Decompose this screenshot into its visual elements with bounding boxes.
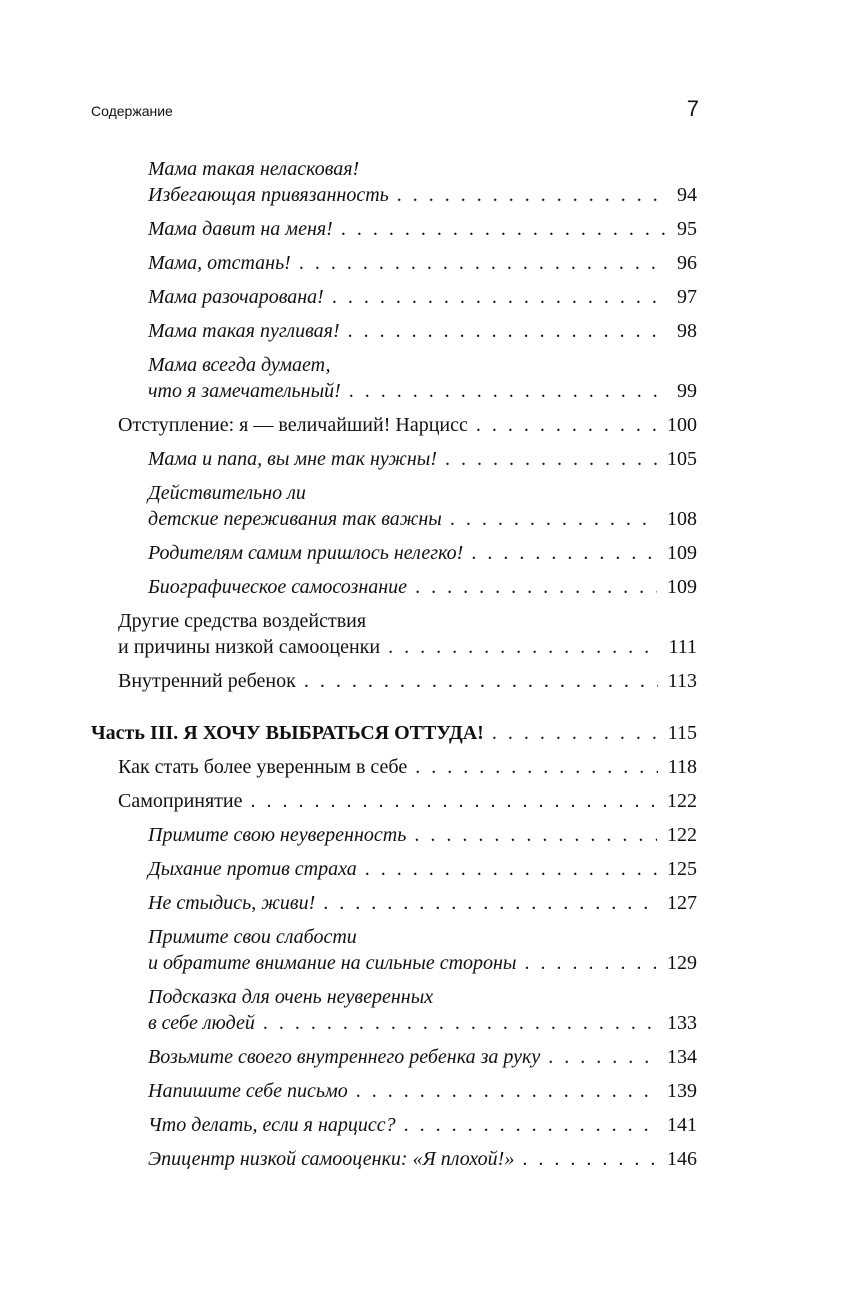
- toc-entry-page: 99: [677, 380, 697, 402]
- leader-dots: [415, 754, 658, 780]
- toc-entry-page: 115: [667, 722, 697, 744]
- toc-entry-title: Внутренний ребенок: [118, 670, 296, 692]
- toc-entry[interactable]: [148, 540, 697, 566]
- toc-entry-page: 129: [667, 952, 697, 974]
- toc-entry-title-line1: Подсказка для очень неуверенных: [148, 986, 434, 1008]
- toc-entry-page: 108: [667, 508, 697, 530]
- leader-dots: [349, 378, 667, 404]
- leader-dots: [414, 822, 657, 848]
- toc-entry[interactable]: [118, 668, 697, 694]
- leader-dots: [445, 446, 657, 472]
- toc-entry[interactable]: [148, 856, 697, 882]
- leader-dots: [397, 182, 667, 208]
- toc-entry-title: Дыхание против страха: [148, 858, 357, 880]
- leader-dots: [323, 890, 657, 916]
- leader-dots: [548, 1044, 657, 1070]
- leader-dots: [365, 856, 657, 882]
- toc-entry-page: 113: [667, 670, 697, 692]
- toc-entry-page: 118: [667, 756, 697, 778]
- toc-entry-title-line1: Действительно ли: [148, 482, 306, 504]
- toc-entry-title: что я замечательный!: [148, 380, 341, 402]
- leader-dots: [304, 668, 658, 694]
- toc-entry-title: Мама такая пугливая!: [148, 320, 340, 342]
- toc-entry-page: 141: [667, 1114, 697, 1136]
- toc-entry-page: 122: [667, 790, 697, 812]
- toc-entry[interactable]: [148, 216, 697, 242]
- leader-dots: [263, 1010, 657, 1036]
- toc-entry[interactable]: [148, 446, 697, 472]
- leader-dots: [476, 412, 657, 438]
- toc-entry[interactable]: [148, 480, 697, 532]
- leader-dots: [450, 506, 657, 532]
- toc-entry[interactable]: [118, 788, 697, 814]
- toc-entry-page: 97: [677, 286, 697, 308]
- toc-entry-title-line1: Мама всегда думает,: [148, 354, 331, 376]
- toc-entry-page: 139: [667, 1080, 697, 1102]
- toc-entry-page: 122: [667, 824, 697, 846]
- toc-entry-title-line1: Другие средства воздействия: [118, 610, 367, 632]
- toc-entry[interactable]: [118, 754, 697, 780]
- toc-entry-page: 109: [667, 576, 697, 598]
- toc-entry[interactable]: [148, 250, 697, 276]
- toc-entry[interactable]: [148, 574, 697, 600]
- leader-dots: [332, 284, 667, 310]
- toc-entry[interactable]: [118, 608, 697, 660]
- toc-entry-title: Мама, отстань!: [148, 252, 291, 274]
- leader-dots: [522, 1146, 657, 1172]
- toc-entry-title: детские переживания так важны: [148, 508, 442, 530]
- toc-entry-page: 95: [677, 218, 697, 240]
- toc-entry-title: Что делать, если я нарцисс?: [148, 1114, 396, 1136]
- toc-entry[interactable]: [118, 412, 697, 438]
- leader-dots: [341, 216, 667, 242]
- toc-entry-title-line1: Мама такая неласковая!: [148, 158, 360, 180]
- toc-part-heading[interactable]: [91, 720, 697, 746]
- toc-entry-page: 96: [677, 252, 697, 274]
- toc-entry-page: 134: [667, 1046, 697, 1068]
- toc-entry-title: в себе людей: [148, 1012, 255, 1034]
- toc-entry-title: Часть III. Я ХОЧУ ВЫБРАТЬСЯ ОТТУДА!: [91, 722, 484, 744]
- toc-entry-page: 127: [667, 892, 697, 914]
- leader-dots: [356, 1078, 657, 1104]
- toc-entry-title: Примите свою неуверенность: [148, 824, 407, 846]
- toc-entry[interactable]: [148, 284, 697, 310]
- toc-entry[interactable]: [148, 352, 697, 404]
- toc-entry-title: Избегающая привязанность: [148, 184, 389, 206]
- toc-entry-page: 105: [667, 448, 697, 470]
- toc-entry[interactable]: [148, 156, 697, 208]
- toc-entry-title: Биографическое самосознание: [148, 576, 408, 598]
- leader-dots: [404, 1112, 657, 1138]
- toc-entry[interactable]: [148, 924, 697, 976]
- toc-entry-title: Родителям самим пришлось нелегко!: [148, 542, 464, 564]
- toc-entry-page: 125: [667, 858, 697, 880]
- toc-entry-page: 109: [667, 542, 697, 564]
- leader-dots: [251, 788, 657, 814]
- toc-entry-title: Мама и папа, вы мне так нужны!: [148, 448, 438, 470]
- leader-dots: [471, 540, 657, 566]
- toc-entry-page: 111: [668, 636, 697, 658]
- leader-dots: [388, 634, 658, 660]
- toc-entry[interactable]: [148, 1146, 697, 1172]
- toc-entry-title: Напишите себе письмо: [148, 1080, 348, 1102]
- toc-entry[interactable]: [148, 890, 697, 916]
- toc-entry-title: Возьмите своего внутреннего ребенка за руку: [148, 1046, 541, 1068]
- toc-entry-title: и обратите внимание на сильные стороны: [148, 952, 517, 974]
- toc-entry-title: Не стыдись, живи!: [148, 892, 316, 914]
- leader-dots: [348, 318, 667, 344]
- toc-entry-page: 133: [667, 1012, 697, 1034]
- toc-entry-title: Мама разочарована!: [148, 286, 324, 308]
- toc-entry-title: Эпицентр низкой самооценки: «Я плохой!»: [148, 1148, 515, 1170]
- leader-dots: [415, 574, 657, 600]
- toc-entry-title: Самопринятие: [118, 790, 243, 812]
- toc-entry[interactable]: [148, 984, 697, 1036]
- toc-entry-title: Как стать более уверенным в себе: [118, 756, 408, 778]
- toc-entry[interactable]: [148, 1112, 697, 1138]
- toc-entry-page: 100: [667, 414, 697, 436]
- toc-entry-page: 146: [667, 1148, 697, 1170]
- toc-entry-title: Отступление: я — величайший! Нарцисс: [118, 414, 468, 436]
- toc-entry-page: 94: [677, 184, 697, 206]
- toc-entry[interactable]: [148, 1078, 697, 1104]
- toc-entry[interactable]: [148, 318, 697, 344]
- toc-entry[interactable]: [148, 1044, 697, 1070]
- leader-dots: [524, 950, 657, 976]
- leader-dots: [299, 250, 667, 276]
- page-number: 7: [686, 96, 699, 121]
- toc-entry-page: 98: [677, 320, 697, 342]
- running-title: Содержание: [91, 103, 173, 119]
- toc-entry-title: Мама давит на меня!: [148, 218, 333, 240]
- toc-entry-title-line1: Примите свои слабости: [148, 926, 357, 948]
- leader-dots: [492, 720, 658, 746]
- toc-entry[interactable]: [148, 822, 697, 848]
- toc-entry-title: и причины низкой самооценки: [118, 636, 381, 658]
